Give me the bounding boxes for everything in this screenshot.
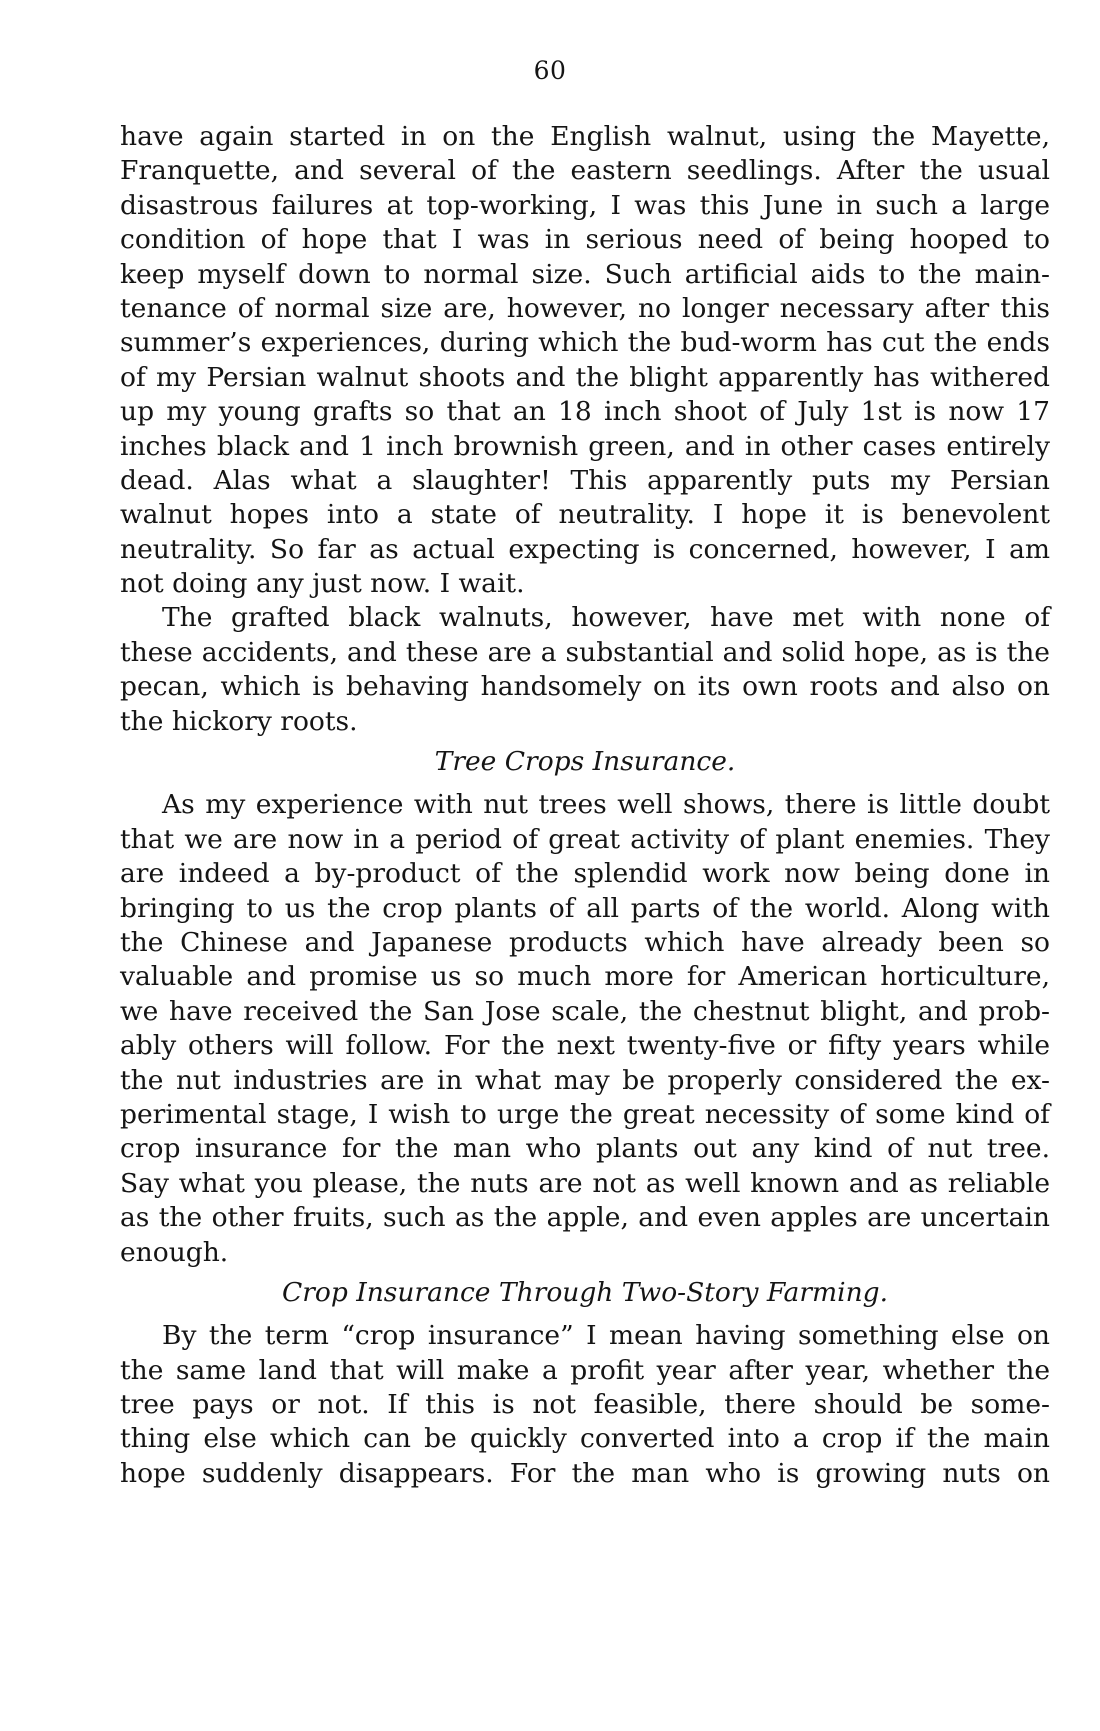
section-heading-crop-insurance-two-story-farming: Crop Insurance Through Two-Story Farming. <box>281 1276 889 1308</box>
text-line: The grafted black walnuts, however, have met with none of <box>162 602 1050 634</box>
text-line: dead. Alas what a slaughter! This apparently puts my Persian <box>120 464 1050 496</box>
text-line: Say what you please, the nuts are not as well known and as reliable <box>120 1167 1050 1199</box>
text-line: Franquette, and several of the eastern seedlings. After the usual <box>120 155 1050 187</box>
text-line: of my Persian walnut shoots and the blight apparently has withered <box>120 361 1050 393</box>
text-line: pecan, which is behaving handsomely on its own roots and also on <box>120 671 1050 703</box>
text-line: condition of hope that I was in serious need of being hooped to <box>120 224 1050 256</box>
text-line: valuable and promise us so much more for American horticulture, <box>120 961 1050 993</box>
text-line: disastrous failures at top-working, I was this June in such a large <box>120 189 1050 221</box>
text-line: the Chinese and Japanese products which have already been so <box>120 926 1050 958</box>
text-line: not doing any just now. I wait. <box>120 568 525 600</box>
text-line: are indeed a by-product of the splendid work now being done in <box>120 858 1050 890</box>
text-line: inches black and 1 inch brownish green, and in other cases entirely <box>120 430 1050 462</box>
section-heading-tree-crops-insurance: Tree Crops Insurance. <box>434 746 736 778</box>
paragraph-1 <box>120 120 1050 601</box>
paragraph-4 <box>120 1319 1050 1491</box>
text-line: thing else which can be quickly converted into a crop if the main <box>120 1423 1050 1455</box>
text-line: As my experience with nut trees well shows, there is little doubt <box>162 789 1050 821</box>
text-line: crop insurance for the man who plants out any kind of nut tree. <box>120 1133 1050 1165</box>
text-line: have again started in on the English walnut, using the Mayette, <box>120 121 1050 152</box>
text-line: enough. <box>120 1236 229 1268</box>
text-line: walnut hopes into a state of neutrality. I hope it is benevolent <box>120 499 1050 531</box>
page-number: 60 <box>533 56 567 85</box>
text-line: summer’s experiences, during which the bud-worm has cut the ends <box>120 327 1050 359</box>
text-line: neutrality. So far as actual expecting is concerned, however, I am <box>120 533 1050 565</box>
paragraph-2 <box>120 601 1050 739</box>
text-line: ably others will follow. For the next twenty-five or fifty years while <box>120 1030 1050 1062</box>
text-line: tree pays or not. If this is not feasible, there should be some- <box>120 1389 1050 1421</box>
text-line: the same land that will make a profit year after year, whether the <box>120 1354 1050 1386</box>
text-line: that we are now in a period of great activity of plant enemies. They <box>120 823 1050 855</box>
text-line: hope suddenly disappears. For the man who is growing nuts on <box>120 1457 1050 1489</box>
body-text <box>120 120 1050 1491</box>
paragraph-3 <box>120 788 1050 1269</box>
text-line: up my young grafts so that an 18 inch shoot of July 1st is now 17 <box>120 396 1050 428</box>
text-line: tenance of normal size are, however, no longer necessary after this <box>120 292 1050 324</box>
text-line: bringing to us the crop plants of all parts of the world. Along with <box>120 892 1050 924</box>
text-line: the nut industries are in what may be properly considered the ex- <box>120 1064 1050 1096</box>
text-line: as the other fruits, such as the apple, and even apples are uncertain <box>120 1202 1050 1234</box>
text-line: these accidents, and these are a substantial and solid hope, as is the <box>120 636 1050 668</box>
text-line: we have received the San Jose scale, the chestnut blight, and prob- <box>120 995 1050 1027</box>
text-line: perimental stage, I wish to urge the great necessity of some kind of <box>120 1098 1050 1130</box>
text-line: the hickory roots. <box>120 705 358 737</box>
text-line: keep myself down to normal size. Such artificial aids to the main- <box>120 258 1050 290</box>
text-line: By the term “crop insurance” I mean having something else on <box>162 1320 1050 1352</box>
